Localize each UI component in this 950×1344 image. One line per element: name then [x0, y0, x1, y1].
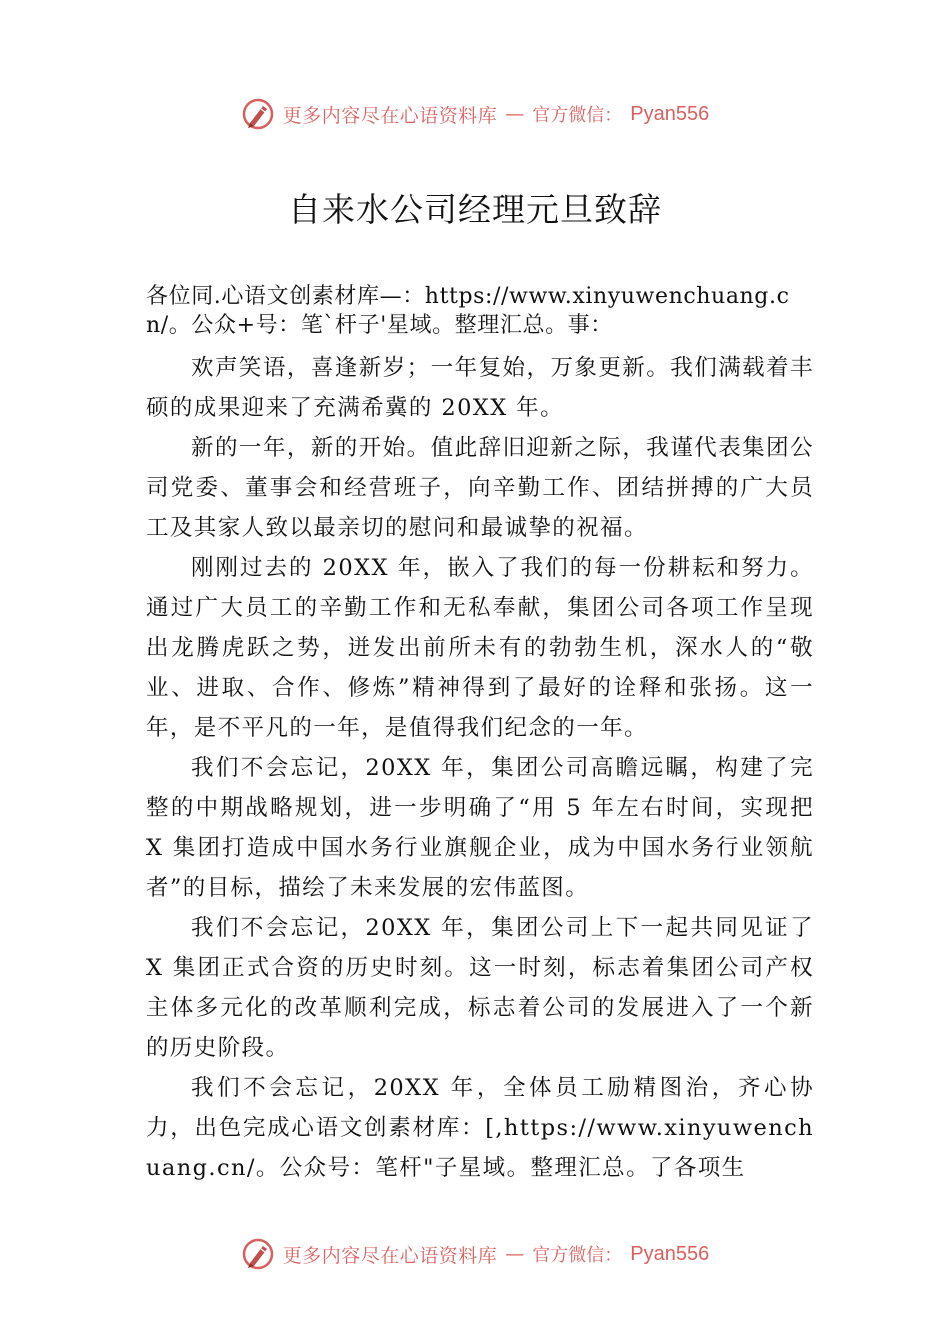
paragraph: 新的一年，新的开始。值此辞旧迎新之际，我谨代表集团公司党委、董事会和经营班子，向辛勤工作、团结拼搏的广大员工及其家人致以最亲切的慰问和最诚挚的祝福。	[146, 435, 814, 541]
banner-dash: —	[505, 1243, 525, 1265]
banner-wechat-id: Pyan556	[630, 102, 710, 125]
paragraph: 欢声笑语，喜逢新岁；一年复始，万象更新。我们满载着丰硕的成果迎来了充满希冀的 20XX 年。	[146, 355, 814, 421]
paragraph: 我们不会忘记，20XX 年，集团公司高瞻远瞩，构建了完整的中期战略规划，进一步明确了“用 5 年左右时间，实现把 X 集团打造成中国水务行业旗舰企业，成为中国水务行业领航者”的目标，描绘了未来发展的宏伟蓝图。	[146, 755, 814, 901]
paragraph: 我们不会忘记，20XX 年，集团公司上下一起共同见证了 X 集团正式合资的历史时刻。这一时刻，标志着集团公司产权主体多元化的改革顺利完成，标志着公司的发展进入了一个新的历史阶段。	[146, 915, 814, 1061]
banner-wechat-label: 官方微信：	[532, 1245, 623, 1266]
banner-dash: —	[505, 103, 525, 125]
footer-banner	[0, 1234, 950, 1274]
banner-brand-text: 更多内容尽在心语资料库	[282, 1244, 498, 1267]
paragraph: 我们不会忘记，20XX 年，全体员工励精图治，齐心协力，出色完成心语文创素材库：[,https://www.xinyuwenchuang.cn/。公众号：笔杆"子星域。整理汇总。了各项生	[146, 1075, 814, 1181]
banner-wechat-label: 官方微信：	[532, 105, 623, 126]
banner-wechat-id: Pyan556	[630, 1242, 710, 1265]
paragraph: 刚刚过去的 20XX 年，嵌入了我们的每一份耕耘和努力。通过广大员工的辛勤工作和无私奉献，集团公司各项工作呈现出龙腾虎跃之势，迸发出前所未有的勃勃生机，深水人的“敬业、进取、合作、修炼”精神得到了最好的诠释和张扬。这一年，是不平凡的一年，是值得我们纪念的一年。	[146, 555, 814, 741]
banner-brand-text: 更多内容尽在心语资料库	[282, 104, 498, 127]
document-body	[146, 282, 814, 1188]
document-title: 自来水公司经理元旦致辞	[288, 190, 662, 229]
pen-logo-icon	[241, 1237, 275, 1271]
intro-paragraph: 各位同.心语文创素材库—：https://www.xinyuwenchuang.cn/。公众+号：笔`杆子'星域。整理汇总。事：	[146, 284, 790, 338]
pen-logo-icon	[241, 97, 275, 131]
header-banner	[0, 94, 950, 134]
